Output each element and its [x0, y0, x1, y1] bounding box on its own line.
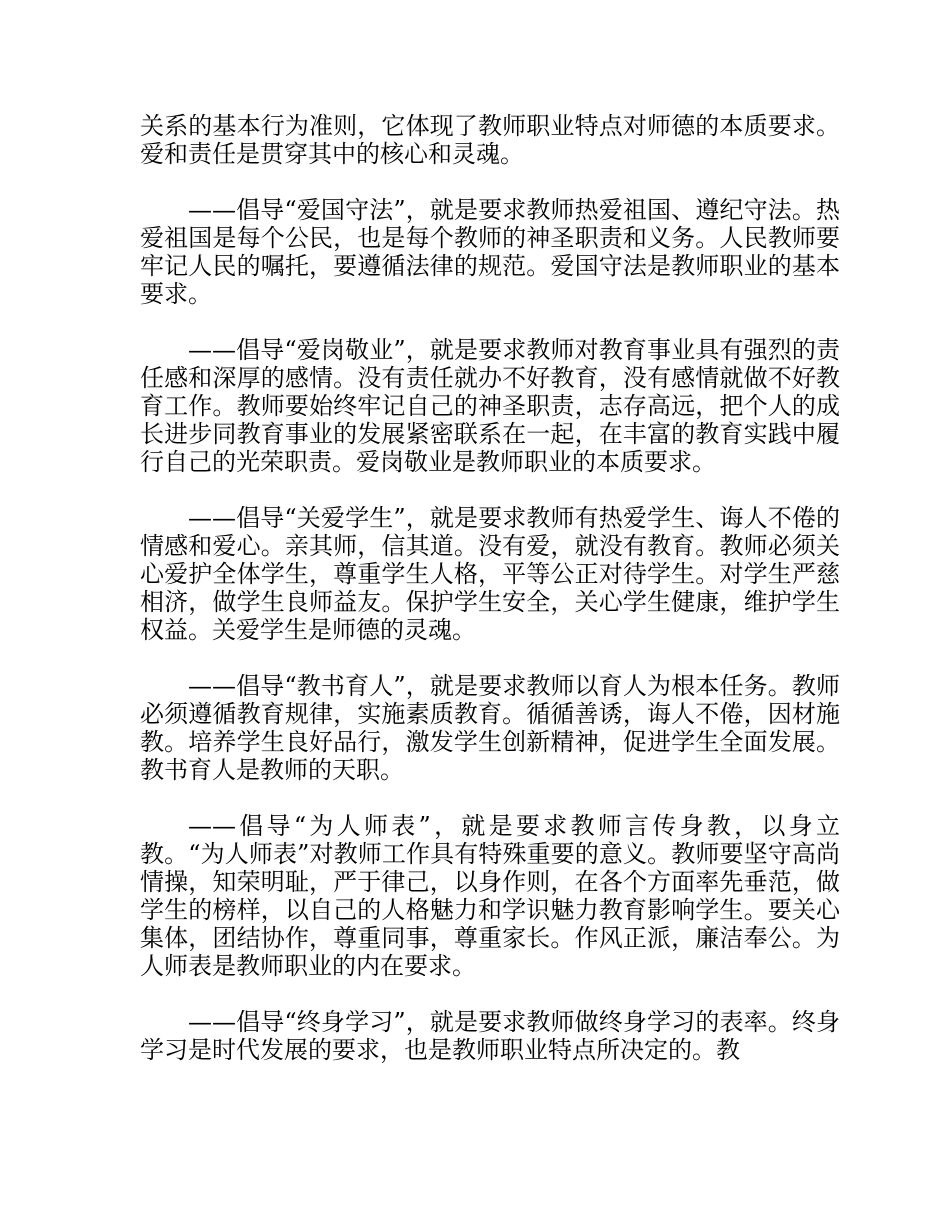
paragraph-dedication: ——倡导“爱岗敬业”，就是要求教师对教育事业具有强烈的责任感和深厚的感情。没有责任就办不好教育，没有感情就做不好教育工作。教师要始终牢记自己的神圣职责，志存高远，把个人的成长进步同教育事业的发展紧密联系在一起，在丰富的教育实践中履行自己的光荣职责。爱岗敬业是教师职业的本质要求。 — [140, 336, 840, 476]
paragraph-teaching-educating: ——倡导“教书育人”，就是要求教师以育人为根本任务。教师必须遵循教育规律，实施素质教育。循循善诱，诲人不倦，因材施教。培养学生良好品行，激发学生创新精神，促进学生全面发展。教书育人是教师的天职。 — [140, 672, 840, 784]
paragraph-lifelong-learning: ——倡导“终身学习”，就是要求教师做终身学习的表率。终身学习是时代发展的要求，也是教师职业特点所决定的。教 — [140, 1008, 840, 1064]
paragraph-role-model: ——倡导“为人师表”，就是要求教师言传身教，以身立教。“为人师表”对教师工作具有特殊重要的意义。教师要坚守高尚情操，知荣明耻，严于律己，以身作则，在各个方面率先垂范，做学生的榜样，以自己的人格魅力和学识魅力教育影响学生。要关心集体，团结协作，尊重同事，尊重家长。作风正派，廉洁奉公。为人师表是教师职业的内在要求。 — [140, 812, 840, 980]
paragraph-intro-continuation: 关系的基本行为准则，它体现了教师职业特点对师德的本质要求。爱和责任是贯穿其中的核心和灵魂。 — [140, 112, 840, 168]
document-page — [140, 112, 840, 1064]
paragraph-patriotism-law: ——倡导“爱国守法”，就是要求教师热爱祖国、遵纪守法。热爱祖国是每个公民，也是每个教师的神圣职责和义务。人民教师要牢记人民的嘱托，要遵循法律的规范。爱国守法是教师职业的基本要求。 — [140, 196, 840, 308]
paragraph-care-students: ——倡导“关爱学生”，就是要求教师有热爱学生、诲人不倦的情感和爱心。亲其师，信其道。没有爱，就没有教育。教师必须关心爱护全体学生，尊重学生人格，平等公正对待学生。对学生严慈相济，做学生良师益友。保护学生安全，关心学生健康，维护学生权益。关爱学生是师德的灵魂。 — [140, 504, 840, 644]
